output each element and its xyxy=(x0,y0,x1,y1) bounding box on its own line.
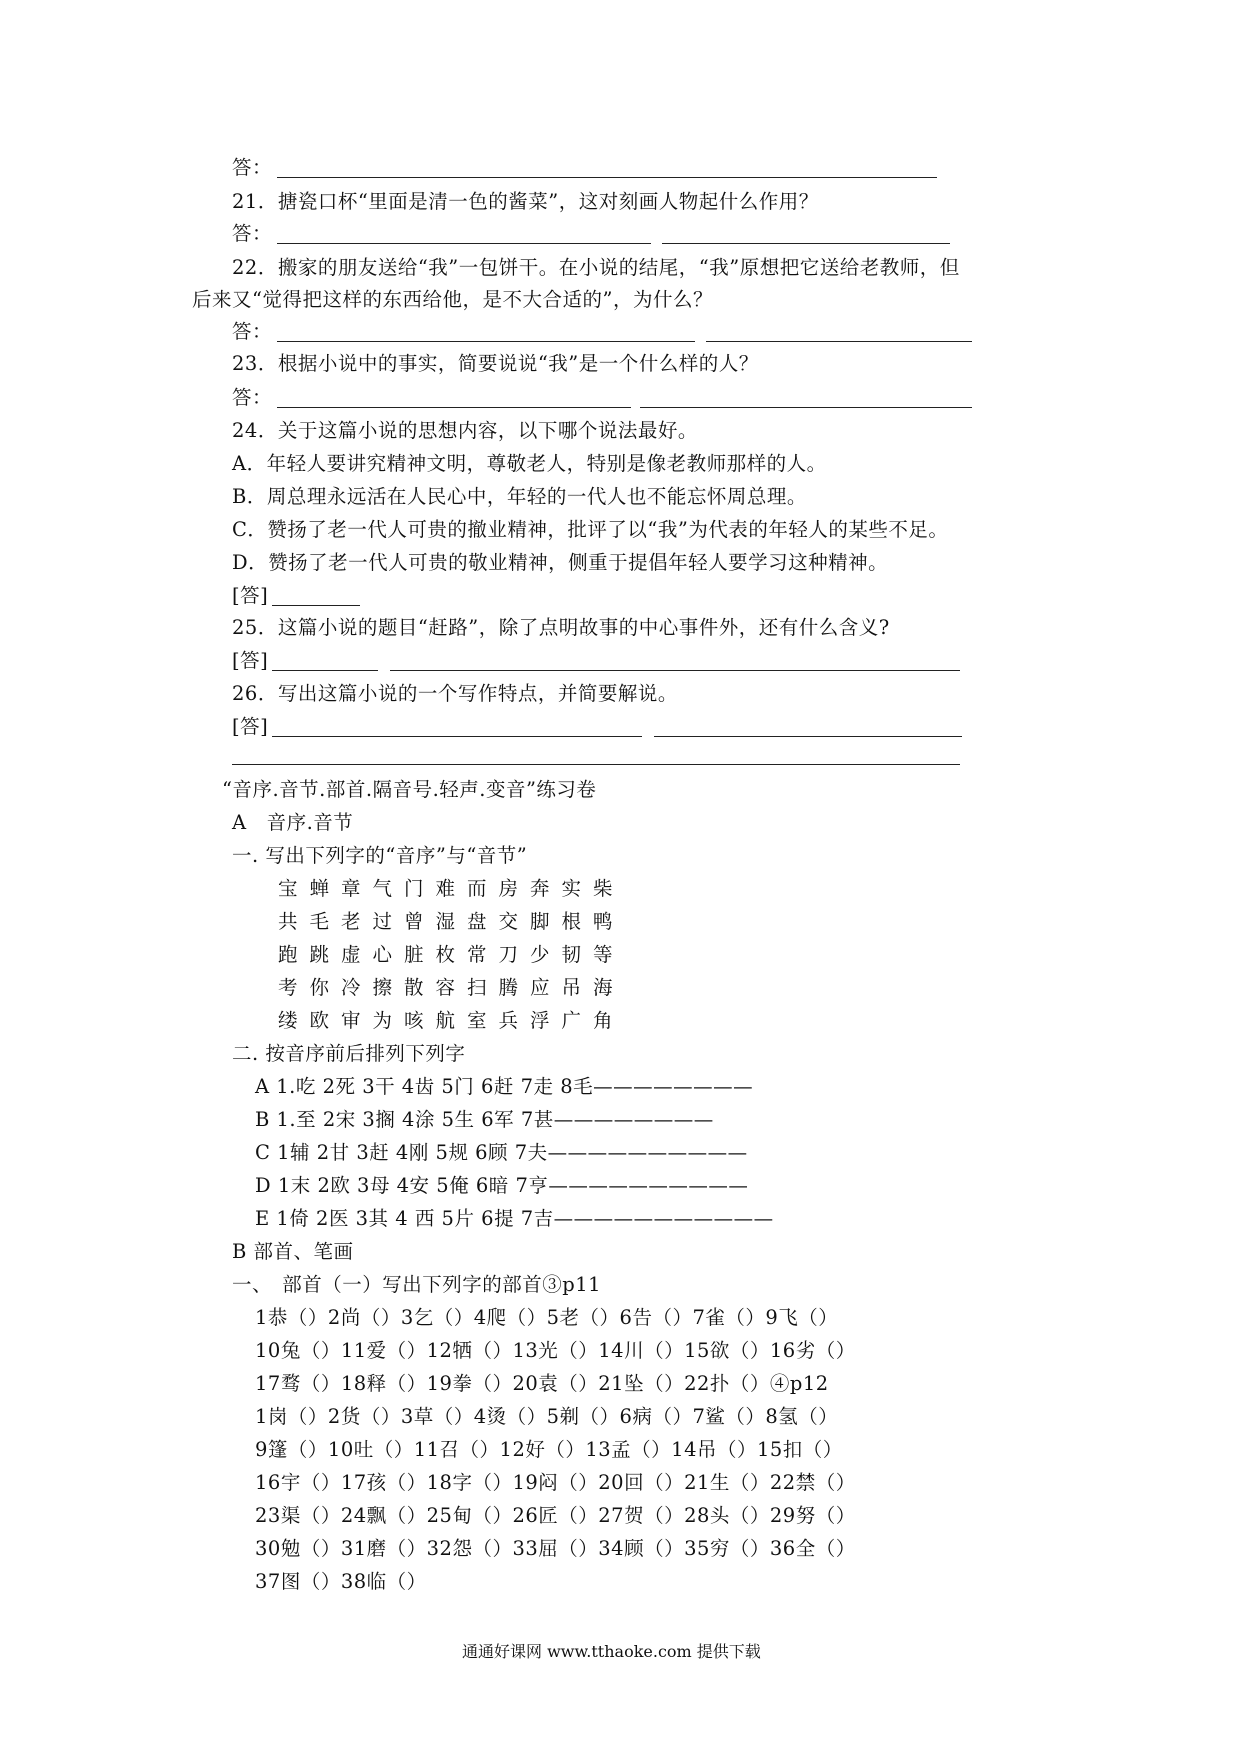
radical-row-5: 9篷（）10吐（）11召（）12好（）13孟（）14吊（）15扣（） xyxy=(255,1438,843,1461)
section-b-heading: B 部首、笔画 xyxy=(232,1240,354,1263)
question-24: 24．关于这篇小说的思想内容，以下哪个说法最好。 xyxy=(232,419,698,442)
sheet-title: “音序.音节.部首.隔音号.轻声.变音”练习卷 xyxy=(222,778,597,801)
answer-label: 答： xyxy=(232,156,273,179)
answer-blank xyxy=(272,670,378,671)
question-25: 25．这篇小说的题目“赶路”，除了点明故事的中心事件外，还有什么含义? xyxy=(232,616,890,639)
question-26: 26．写出这篇小说的一个写作特点，并简要解说。 xyxy=(232,682,678,705)
answer-line-22 xyxy=(232,320,272,344)
char-row-5: 缕欧审为咳航室兵浮广角 xyxy=(278,1009,625,1032)
section-a-heading: A 音序.音节 xyxy=(232,811,354,834)
answer-blank xyxy=(706,341,972,342)
answer-label: 答： xyxy=(232,320,273,343)
answer-blank xyxy=(272,736,642,737)
answer-line-20 xyxy=(232,156,272,180)
radical-row-7: 23渠（）24飘（）25甸（）26匠（）27贺（）28头（）29努（） xyxy=(255,1504,856,1527)
answer-blank xyxy=(272,605,360,606)
answer-line-26 xyxy=(232,715,268,739)
answer-line-24 xyxy=(232,584,268,608)
answer-line-21 xyxy=(232,222,272,246)
answer-blank xyxy=(277,243,651,244)
answer-blank xyxy=(277,177,937,178)
radical-row-3: 17骛（）18释（）19拳（）20袁（）21坠（）22扑（）④p12 xyxy=(255,1372,829,1395)
answer-blank xyxy=(640,407,972,408)
radical-row-6: 16宇（）17孩（）18字（）19闷（）20回（）21生（）22禁（） xyxy=(255,1471,856,1494)
char-row-2: 共毛老过曾湿盘交脚根鸭 xyxy=(278,910,625,933)
question-22-line2: 后来又“觉得把这样的东西给他，是不大合适的”，为什么？ xyxy=(192,288,713,311)
answer-line-23 xyxy=(232,386,272,410)
order-row-b: B 1.至 2宋 3搁 4涂 5生 6军 7甚———————— xyxy=(255,1108,714,1131)
answer-line-25 xyxy=(232,649,268,673)
radical-exercise-heading: 一、 部首（一）写出下列字的部首③p11 xyxy=(232,1273,602,1296)
option-c: C．赞扬了老一代人可贵的撤业精神，批评了以“我”为代表的年轻人的某些不足。 xyxy=(232,518,949,541)
order-row-d: D 1末 2欧 3母 4安 5俺 6暗 7亨—————————— xyxy=(255,1174,749,1197)
answer-label: 答： xyxy=(232,386,273,409)
char-row-4: 考你冷擦散容扫腾应吊海 xyxy=(278,976,625,999)
radical-row-8: 30勉（）31磨（）32怨（）33屈（）34顾（）35穷（）36全（） xyxy=(255,1537,856,1560)
question-23: 23．根据小说中的事实，简要说说“我”是一个什么样的人？ xyxy=(232,352,759,375)
answer-blank xyxy=(390,670,960,671)
exercise-2-heading: 二. 按音序前后排列下列字 xyxy=(232,1042,466,1065)
char-row-1: 宝蝉章气门难而房奔实柴 xyxy=(278,877,625,900)
answer-label: [答] xyxy=(232,649,269,672)
radical-row-2: 10兔（）11爱（）12牺（）13光（）14川（）15欲（）16劣（） xyxy=(255,1339,856,1362)
option-b: B．周总理永远活在人民心中，年轻的一代人也不能忘怀周总理。 xyxy=(232,485,807,508)
radical-row-4: 1岗（）2货（）3草（）4烫（）5剃（）6病（）7鲨（）8氢（） xyxy=(255,1405,839,1428)
question-22-line1: 22．搬家的朋友送给“我”一包饼干。在小说的结尾，“我”原想把它送给老教师，但 xyxy=(232,256,960,279)
radical-row-9: 37图（）38临（） xyxy=(255,1570,427,1593)
answer-label: 答： xyxy=(232,222,273,245)
option-d: D．赞扬了老一代人可贵的敬业精神，侧重于提倡年轻人要学习这种精神。 xyxy=(232,551,889,574)
order-row-c: C 1辅 2甘 3赶 4刚 5规 6顾 7夫—————————— xyxy=(255,1141,748,1164)
page-footer: 通通好课网 www.tthaoke.com 提供下载 xyxy=(462,1642,761,1661)
char-row-3: 跑跳虚心脏枚常刀少韧等 xyxy=(278,943,625,966)
answer-blank xyxy=(277,341,695,342)
answer-blank xyxy=(662,243,950,244)
radical-row-1: 1恭（）2尚（）3乞（）4爬（）5老（）6告（）7雀（）9飞（） xyxy=(255,1306,839,1329)
answer-blank xyxy=(277,407,631,408)
answer-blank xyxy=(654,736,962,737)
order-row-e: E 1倚 2医 3其 4 西 5片 6提 7吉——————————— xyxy=(255,1207,774,1230)
exercise-1-heading: 一. 写出下列字的“音序”与“音节” xyxy=(232,844,528,867)
answer-label: [答] xyxy=(232,715,269,738)
answer-blank xyxy=(232,764,960,765)
option-a: A．年轻人要讲究精神文明，尊敬老人，特别是像老教师那样的人。 xyxy=(232,452,827,475)
answer-label: [答] xyxy=(232,584,269,607)
question-21: 21．搪瓷口杯“里面是清一色的酱菜”，这对刻画人物起什么作用？ xyxy=(232,190,819,213)
order-row-a: A 1.吃 2死 3干 4齿 5门 6赶 7走 8毛———————— xyxy=(255,1075,754,1098)
